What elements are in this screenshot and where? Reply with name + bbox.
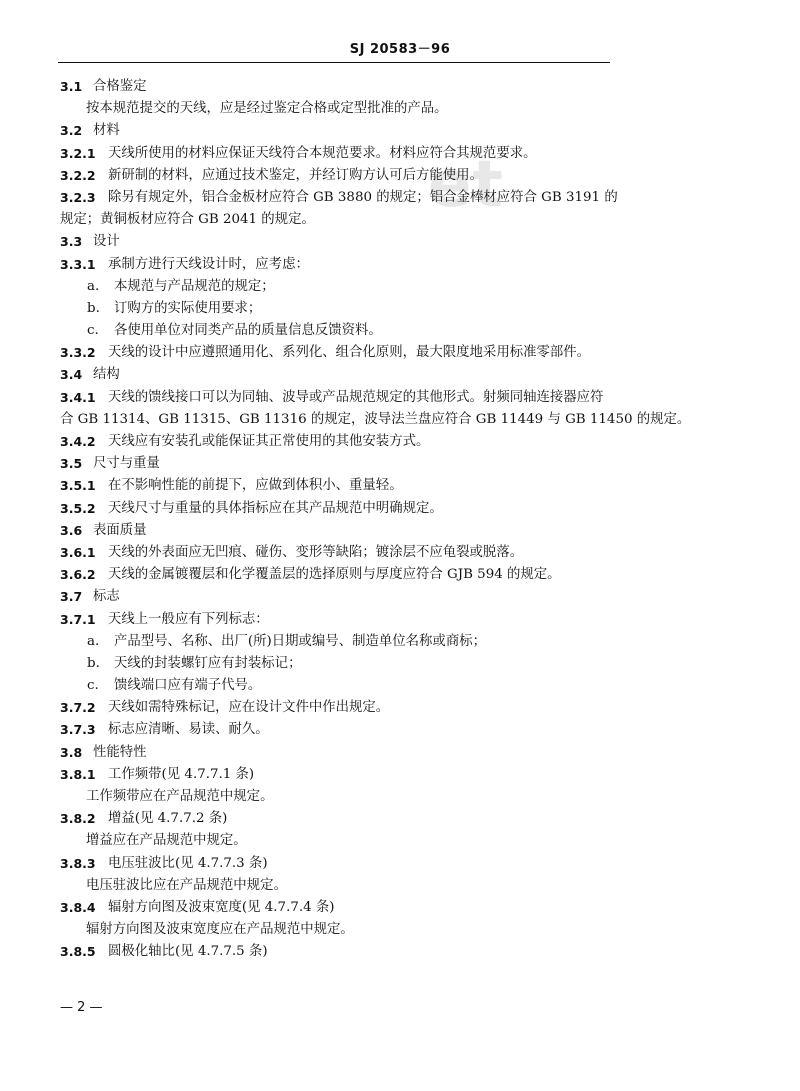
clause-number: 3.7 (60, 589, 83, 605)
clause-number: 3.2.1 (60, 145, 96, 161)
clause-number: 3.7.2 (60, 700, 96, 716)
section-heading (0, 364, 800, 386)
clause-number: 3.6 (60, 522, 83, 538)
clause-text: 天线尺寸与重量的具体指标应在其产品规范中明确规定。 (108, 500, 443, 516)
clause-number: 3.4.2 (60, 434, 96, 449)
paragraph-text: 工作频带应在产品规范中规定。 (86, 789, 274, 804)
clause-line (0, 697, 800, 719)
clause-text: 天线的馈线接口可以为同轴、波导或产品规范规定的其他形式。射频同轴连接器应符 (108, 389, 604, 405)
clause-text: 承制方进行天线设计时，应考虑： (108, 256, 309, 272)
section-title: 设计 (93, 234, 120, 250)
section-heading (0, 742, 800, 764)
clause-number: 3.7.3 (60, 722, 96, 738)
clause-text: 工作频带(见 4.7.7.1 条) (108, 766, 255, 782)
list-item-letter: c. (87, 678, 99, 694)
list-item (0, 276, 800, 298)
clause-number: 3.8 (60, 744, 83, 760)
section-title: 尺寸与重量 (93, 456, 160, 472)
document-body (0, 76, 800, 964)
section-heading (0, 120, 800, 142)
list-item-text: 天线的封装螺钉应有封装标记； (114, 655, 302, 671)
clause-text: 天线上一般应有下列标志： (108, 611, 269, 627)
clause-number: 3.4 (60, 367, 83, 383)
clause-number: 3.3.2 (60, 345, 96, 361)
clause-number: 3.5 (60, 456, 83, 472)
paragraph-text: 辐射方向图及波束宽度应在产品规范中规定。 (86, 922, 354, 938)
clause-number: 3.3.1 (60, 256, 96, 272)
clause-line (0, 475, 800, 497)
list-item (0, 631, 800, 653)
header-rule (58, 62, 610, 63)
clause-line (0, 498, 800, 520)
clause-number: 3.6.2 (60, 567, 96, 583)
clause-text: 天线所使用的材料应保证天线符合本规范要求。材料应符合其规范要求。 (108, 145, 537, 161)
continuation-line (0, 209, 800, 231)
clause-number: 3.5.2 (60, 500, 96, 516)
clause-number: 3.3 (60, 234, 83, 250)
clause-number: 3.2.3 (60, 189, 96, 205)
clause-number: 3.8.2 (60, 811, 96, 827)
section-heading (0, 231, 800, 253)
paragraph-line (0, 875, 800, 897)
section-heading (0, 453, 800, 475)
section-title: 性能特性 (93, 744, 147, 760)
clause-text: 标志应清晰、易读、耐久。 (108, 722, 269, 738)
clause-text: 天线应有安装孔或能保证其正常使用的其他安装方式。 (108, 434, 430, 449)
list-item-text: 各使用单位对同类产品的质量信息反馈资料。 (114, 323, 382, 339)
clause-line (0, 342, 800, 364)
paragraph-line (0, 830, 800, 852)
section-title: 结构 (93, 367, 120, 383)
clause-text: 在不影响性能的前提下，应做到体积小、重量轻。 (108, 478, 403, 494)
clause-number: 3.8.5 (60, 944, 96, 960)
clause-number: 3.2 (60, 123, 83, 139)
list-item-letter: a. (87, 278, 100, 294)
clause-line (0, 143, 800, 165)
clause-text: 增益(见 4.7.7.2 条) (108, 811, 228, 827)
list-item (0, 653, 800, 675)
paragraph-text: 合 GB 11314、GB 11315、GB 11316 的规定，波导法兰盘应符合 GB 11449 与 GB 11450 的规定。 (60, 411, 691, 427)
clause-text: 电压驻波比(见 4.7.7.3 条) (108, 855, 268, 871)
clause-line (0, 254, 800, 276)
list-item-letter: b. (87, 300, 100, 316)
clause-line (0, 897, 800, 919)
paragraph-line (0, 919, 800, 941)
section-title: 材料 (93, 123, 120, 139)
clause-text: 天线的金属镀覆层和化学覆盖层的选择原则与厚度应符合 GJB 594 的规定。 (108, 567, 561, 583)
section-title: 表面质量 (93, 522, 147, 538)
list-item (0, 320, 800, 342)
continuation-line (0, 409, 800, 431)
clause-text: 天线的外表面应无凹痕、碰伤、变形等缺陷；镀涂层不应龟裂或脱落。 (108, 544, 524, 560)
clause-text: 除另有规定外，铝合金板材应符合 GB 3880 的规定；铝合金棒材应符合 GB 3191 的 (108, 189, 618, 205)
clause-line (0, 764, 800, 786)
page-number: — 2 — (60, 1000, 103, 1015)
list-item-text: 本规范与产品规范的规定； (114, 278, 275, 294)
clause-text: 辐射方向图及波束宽度(见 4.7.7.4 条) (108, 899, 335, 915)
section-title: 标志 (93, 589, 120, 605)
paragraph-text: 规定；黄铜板材应符合 GB 2041 的规定。 (60, 212, 315, 228)
list-item (0, 675, 800, 697)
clause-text: 天线的设计中应遵照通用化、系列化、组合化原则，最大限度地采用标准零部件。 (108, 345, 591, 361)
clause-line (0, 564, 800, 586)
clause-line (0, 187, 800, 209)
clause-number: 3.4.1 (60, 389, 96, 405)
list-item (0, 298, 800, 320)
section-title: 合格鉴定 (93, 79, 147, 94)
clause-line (0, 542, 800, 564)
paragraph-line (0, 786, 800, 808)
clause-number: 3.7.1 (60, 611, 96, 627)
clause-line (0, 853, 800, 875)
clause-number: 3.2.2 (60, 167, 96, 183)
section-heading (0, 520, 800, 542)
document-code-header: SJ 20583－96 (349, 42, 451, 57)
clause-line (0, 387, 800, 409)
list-item-letter: a. (87, 633, 100, 649)
list-item-text: 订购方的实际使用要求； (114, 300, 262, 316)
list-item-letter: b. (87, 655, 100, 671)
paragraph-line (0, 98, 800, 120)
section-heading (0, 586, 800, 608)
clause-number: 3.1 (60, 79, 83, 94)
clause-text: 圆极化轴比(见 4.7.7.5 条) (108, 944, 268, 960)
clause-line (0, 719, 800, 741)
clause-text: 天线如需特殊标记，应在设计文件中作出规定。 (108, 700, 390, 716)
clause-line (0, 165, 800, 187)
clause-number: 3.8.4 (60, 899, 96, 915)
clause-text: 新研制的材料，应通过技术鉴定，并经订购方认可后方能使用。 (108, 167, 483, 183)
clause-number: 3.8.1 (60, 766, 96, 782)
clause-number: 3.8.3 (60, 855, 96, 871)
clause-number: 3.5.1 (60, 478, 96, 494)
clause-number: 3.6.1 (60, 544, 96, 560)
clause-line (0, 431, 800, 453)
clause-line (0, 808, 800, 830)
paragraph-text: 增益应在产品规范中规定。 (86, 833, 247, 849)
paragraph-text: 电压驻波比应在产品规范中规定。 (86, 877, 287, 893)
clause-line (0, 609, 800, 631)
list-item-text: 馈线端口应有端子代号。 (114, 678, 262, 694)
clause-line (0, 941, 800, 963)
list-item-text: 产品型号、名称、出厂(所)日期或编号、制造单位名称或商标； (114, 633, 486, 649)
watermark: et (428, 148, 504, 222)
list-item-letter: c. (87, 323, 99, 339)
section-heading (0, 76, 800, 98)
paragraph-text: 按本规范提交的天线，应是经过鉴定合格或定型批准的产品。 (86, 101, 448, 117)
